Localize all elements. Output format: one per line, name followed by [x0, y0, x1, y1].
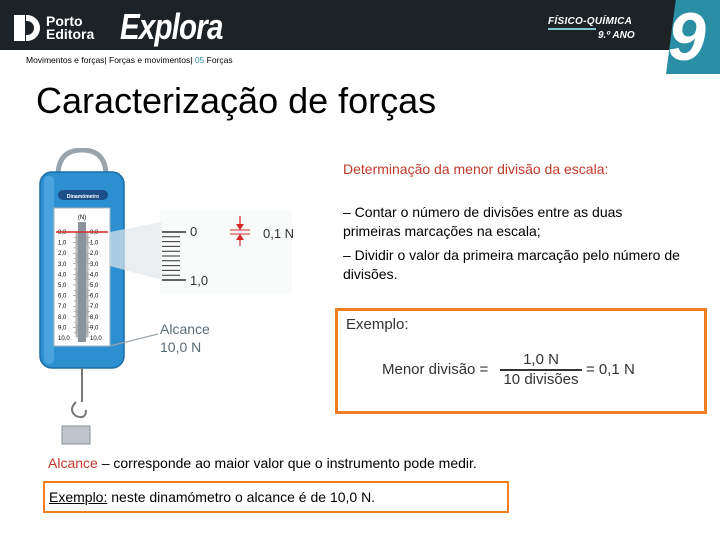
scale-left-label: 0,0: [58, 230, 67, 236]
subject-label: FÍSICO-QUÍMICA: [548, 16, 633, 27]
scale-left-label: 9,0: [58, 325, 67, 332]
scale-unit-label: (N): [77, 215, 87, 221]
alcance-definition: [48, 455, 477, 471]
zoom-panel: [160, 210, 295, 294]
formula-result: = 0,1 N: [586, 361, 635, 378]
breadcrumb: Movimentos e forças| Forças e movimentos| 05 Forças: [26, 55, 233, 65]
scale-right-label: 10,0: [90, 336, 102, 342]
zoom-division-label: 0,1 N: [263, 226, 295, 241]
example-label: Exemplo:: [346, 316, 409, 333]
scale-right-label: 1,0: [90, 240, 99, 247]
zoom-zero-label: 0: [190, 224, 198, 239]
scale-right-label: 2,0: [90, 251, 99, 258]
scale-right-label: 5,0: [90, 283, 99, 289]
breadcrumb-item-1: Movimentos e forças: [26, 55, 105, 65]
alcance-term: Alcance: [48, 455, 98, 471]
scale-right-label: 8,0: [90, 314, 99, 321]
scale-left-label: 6,0: [58, 293, 67, 300]
fraction-denominator: 10 divisões: [503, 370, 579, 388]
grade-label: 9.º ANO: [598, 30, 635, 41]
scale-left-label: 2,0: [58, 251, 67, 258]
scale-left-label: 7,0: [58, 304, 67, 311]
fraction-numerator: 1,0 N: [523, 351, 559, 368]
publisher-name: [46, 15, 94, 41]
scale-left-label: 8,0: [58, 314, 67, 321]
example-box: [335, 308, 707, 414]
scale-right-label: 4,0: [90, 272, 99, 279]
alcance-text: – corresponde ao maior valor que o instrumento pode medir.: [97, 455, 477, 471]
alcance-value: 10,0 N: [160, 339, 202, 355]
lower-hook-icon: [72, 402, 86, 417]
subject-underline: [548, 28, 596, 30]
grade-number: 9: [668, 0, 706, 75]
scale-left-label: 1,0: [58, 240, 67, 247]
example2-body: neste dinamómetro o alcance é de 10,0 N.: [107, 489, 376, 505]
scale-left-label: 10,0: [58, 336, 70, 342]
breadcrumb-number: 05: [194, 55, 205, 65]
spring-rod: [78, 222, 86, 342]
example2-label: Exemplo:: [49, 489, 108, 505]
example2-box: [43, 481, 509, 513]
scale-right-label: 7,0: [90, 304, 99, 311]
dynamometer-illustration: [30, 148, 330, 448]
mass-weight: [62, 426, 90, 444]
svg-text:Dinamómetro: Dinamómetro: [66, 194, 100, 200]
scale-left-label: 5,0: [58, 283, 67, 289]
zoom-one-label: 1,0: [190, 273, 209, 288]
formula-fraction: [498, 351, 584, 389]
breadcrumb-item-3: Forças: [206, 55, 233, 65]
porto-editora-logo-icon: [14, 15, 40, 41]
alcance-label: Alcance: [160, 321, 210, 337]
bullet-count-divisions: – Contar o número de divisões entre as duas primeiras marcações na escala;: [343, 204, 623, 239]
scale-right-label: 9,0: [90, 325, 99, 332]
scale-right-label: 3,0: [90, 261, 99, 268]
scale-right-label: 6,0: [90, 293, 99, 300]
page-title: Caracterização de forças: [36, 80, 437, 121]
section-heading: Determinação da menor divisão da escala:: [343, 161, 609, 177]
breadcrumb-item-2: Forças e movimentos: [109, 55, 191, 65]
publisher-line-2: Editora: [46, 26, 95, 42]
bullet-divide-value: – Dividir o valor da primeira marcação pelo número de divisões.: [343, 247, 680, 282]
publisher-line-1: Porto: [46, 13, 83, 29]
formula-left: Menor divisão =: [382, 361, 489, 378]
scale-left-label: 4,0: [58, 272, 67, 279]
brand-title: Explora: [120, 6, 223, 47]
scale-left-label: 3,0: [58, 261, 67, 268]
example2-text: [49, 489, 375, 505]
scale-right-label: 0,0: [90, 230, 99, 236]
